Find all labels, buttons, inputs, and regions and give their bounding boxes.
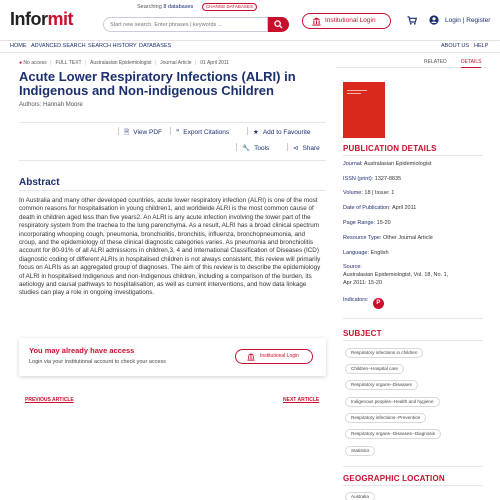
divider xyxy=(343,340,483,341)
divider xyxy=(19,190,326,191)
tab-details[interactable]: DETAILS xyxy=(461,59,481,68)
abstract-heading: Abstract xyxy=(19,177,60,188)
subject-chip[interactable]: Respiratory organs--Diseases--Diagnosis xyxy=(345,429,441,439)
lock-icon: ● xyxy=(19,60,23,66)
login-register-link[interactable]: Login | Register xyxy=(445,17,491,24)
pub-row-source-label: Source: xyxy=(343,264,362,270)
sidebar-tabs xyxy=(336,58,486,68)
location-chip[interactable]: Australia xyxy=(345,492,375,500)
access-box xyxy=(19,338,326,376)
share-button[interactable]: ⊲ Share xyxy=(287,143,320,152)
share-icon: ⊲ xyxy=(293,145,299,152)
previous-article-link[interactable]: PREVIOUS ARTICLE xyxy=(25,397,74,403)
cart-icon[interactable] xyxy=(407,16,417,27)
tools-button[interactable]: 🔧 Tools xyxy=(236,143,269,152)
subject-chip[interactable]: Respiratory organs--Diseases xyxy=(345,380,418,390)
institution-icon xyxy=(247,353,255,361)
article-date: 01 April 2011 xyxy=(200,60,230,66)
pub-row-source-line1: Australasian Epidemiologist, Vol. 18, No. 1, xyxy=(343,272,449,278)
access-login-button[interactable]: Institutional Login xyxy=(235,349,313,364)
pub-row-date: Date of Publication: April 2011 xyxy=(343,205,417,211)
publication-details-heading: PUBLICATION DETAILS xyxy=(343,144,437,153)
pub-row-journal: Journal: Australasian Epidemiologist xyxy=(343,161,432,167)
peer-reviewed-badge[interactable]: P xyxy=(373,298,384,309)
informit-logo[interactable]: Informit xyxy=(10,9,73,29)
view-pdf-button[interactable]: 🗎 View PDF xyxy=(118,127,162,139)
star-icon: ★ xyxy=(253,129,259,136)
top-header xyxy=(0,0,500,40)
authors-line: Authors: Hannah Moore xyxy=(19,102,83,108)
next-article-link[interactable]: NEXT ARTICLE xyxy=(283,397,320,403)
search-button[interactable] xyxy=(268,17,289,32)
institutional-login-button[interactable]: Institutional Login xyxy=(302,13,391,29)
nav-about-us[interactable]: ABOUT US xyxy=(441,43,470,49)
change-databases-button[interactable]: CHANGE DATABASES xyxy=(202,3,257,11)
divider xyxy=(343,155,483,156)
search-icon xyxy=(274,20,283,29)
access-subtitle: Login via your institutional account to check your access xyxy=(29,359,166,365)
nav-advanced-search[interactable]: ADVANCED SEARCH xyxy=(31,43,86,49)
search-input[interactable] xyxy=(103,17,268,32)
divider xyxy=(19,122,326,123)
pub-row-pages: Page Range: 15-20 xyxy=(343,220,391,226)
nav-home[interactable]: HOME xyxy=(10,43,27,49)
author-link[interactable]: Hannah Moore xyxy=(43,102,83,108)
fulltext-label: FULL TEXT xyxy=(55,60,82,66)
tab-related[interactable]: RELATED xyxy=(424,59,447,65)
database-count[interactable]: 8 databases xyxy=(163,4,194,10)
subject-chip[interactable]: Respiratory infections--Prevention xyxy=(345,413,426,423)
journal-name[interactable]: Australasian Epidemiologist xyxy=(90,60,152,66)
nav-search-history[interactable]: SEARCH HISTORY xyxy=(88,43,137,49)
institution-icon xyxy=(312,17,321,26)
nav-databases[interactable]: DATABASES xyxy=(139,43,172,49)
divider xyxy=(19,160,326,161)
subject-chip[interactable]: Statistics xyxy=(345,446,375,456)
export-citations-button[interactable]: ” Export Citations xyxy=(170,127,229,136)
pub-row-source-line2: Apr 2011: 15-20 xyxy=(343,280,383,286)
subject-chip[interactable]: Indigenous peoples--Health and hygiene xyxy=(345,397,440,407)
article-meta: ● No access | FULL TEXT | Australasian Epidemiologist | Journal Article | 01 April 2011 xyxy=(19,60,230,66)
divider xyxy=(343,485,483,486)
article-type: Journal Article xyxy=(160,60,192,66)
abstract-text: In Australia and many other developed countries, acute lower respiratory infection (ALRI) is one of the most common reasons for hospitalisation in young children1, and worldwide ALRI is the most common cause of death in children aged less than five years2. An ALRI is any acute infection involving the lower part of the respiratory system from the trachea to the lung parenchyma. As a result, ALRI has a broad clinical spectrum incorporating whooping cough, pneumonia, bronchiolitis, bronchitis, influenza, bronchopneumonia, and croup, and the epidemiology of these clinical diagnostic categories varies. As pneumonia and bronchiolitis account for 80-91% of all ALRI admissions in children,3, 4 and International Classification of Diseases (ICD) diagnostic coding of different ALRIs in hospitalised children is not always consistent, this review will primarily focus on ALRIs as an aggregated group of diagnoses. The aim of this review is to describe the epidemiology of ALRI in hospitalised Indigenous and non-Indigenous children, including a comparison of the burden, its aetiology and causal pathways to hospitalisation, as well as current interventions, and how data linkage studies can play a role in ongoing investigations. xyxy=(19,197,321,297)
pub-row-volume: Volume: 18 | Issue: 1 xyxy=(343,190,395,196)
geographic-location-heading: GEOGRAPHIC LOCATION xyxy=(343,474,445,483)
wrench-icon: 🔧 xyxy=(242,145,251,152)
indicators-row: Indicators: P xyxy=(343,297,384,309)
subject-chip[interactable]: Children--Hospital care xyxy=(345,364,404,374)
user-icon[interactable] xyxy=(429,15,439,27)
pub-row-resource-type: Resource Type: Other Journal Article xyxy=(343,235,433,241)
main-nav xyxy=(0,40,500,53)
subject-heading: SUBJECT xyxy=(343,329,382,338)
searching-info: Searching 8 databases xyxy=(137,4,194,10)
article-title: Acute Lower Respiratory Infections (ALRI) in Indigenous and Non-indigenous Children xyxy=(19,69,296,98)
quote-icon: ” xyxy=(176,129,180,136)
journal-cover-image xyxy=(343,82,385,138)
access-title: You may already have access xyxy=(29,346,135,355)
add-to-favourite-button[interactable]: ★ Add to Favourite xyxy=(247,127,311,136)
access-status: No access xyxy=(23,60,47,66)
pub-row-issn: ISSN (print): 1327-8835 xyxy=(343,176,402,182)
divider xyxy=(343,318,483,319)
pub-row-language: Language: English xyxy=(343,250,389,256)
divider xyxy=(343,466,483,467)
nav-help[interactable]: HELP xyxy=(474,43,489,49)
subject-chip[interactable]: Respiratory infections in children xyxy=(345,348,423,358)
pdf-icon: 🗎 xyxy=(124,129,130,136)
